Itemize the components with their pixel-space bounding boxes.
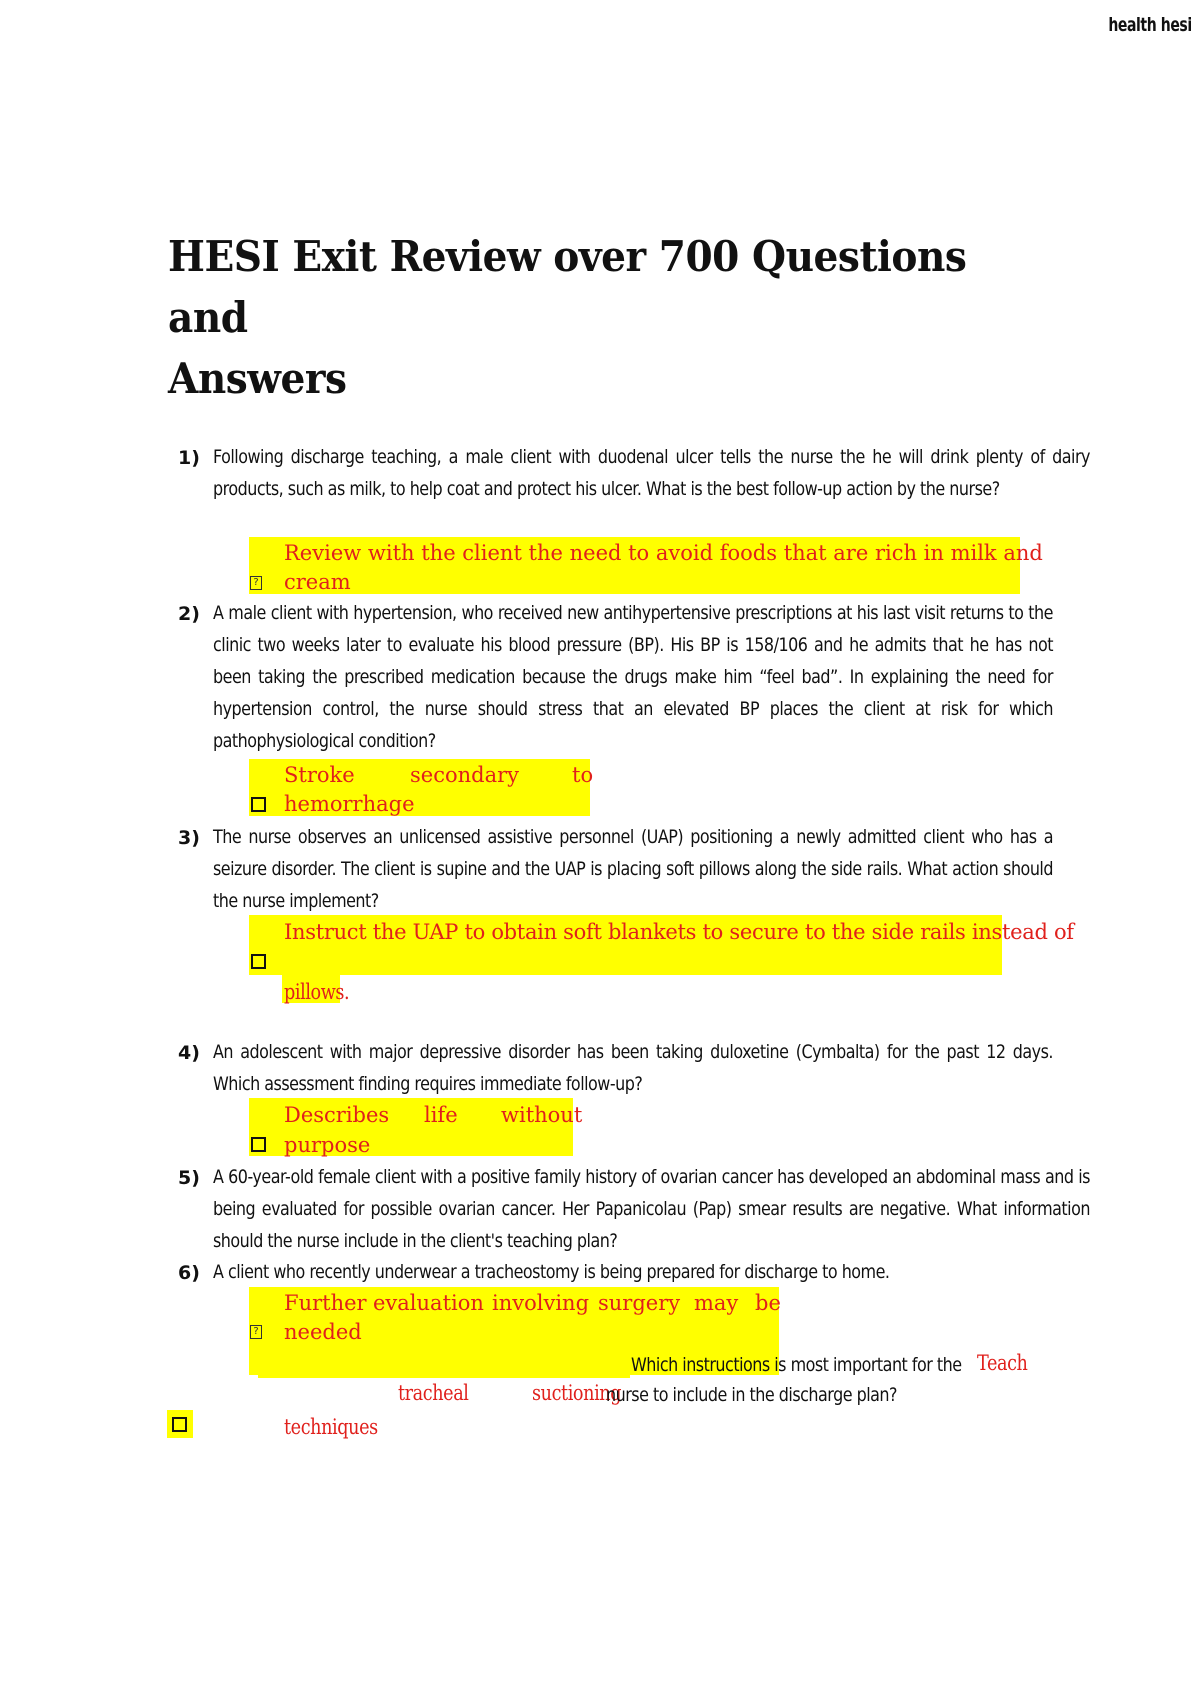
question-number: 3) <box>178 827 200 849</box>
question-text: A 60-year-old female client with a positive family history of ovarian cancer has developed an abdominal mass and is being evaluated for possible ovarian cancer. Her Papanicolau (Pap) smear results are negative. What information should the nurse include in the client's teaching plan? <box>213 1166 1090 1252</box>
question-text: Following discharge teaching, a male client with duodenal ulcer tells the nurse the he will drink plenty of dairy products, such as milk, to help coat and protect his ulcer. What is the best follow-up action by the nurse? <box>213 446 1090 500</box>
checkbox-icon[interactable] <box>251 954 266 969</box>
answer-text: evaluation <box>373 1291 484 1315</box>
question-text: An adolescent with major depressive disorder has been taking duloxetine (Cymbalta) for the past 12 days. Which assessment finding requires immediate follow-up? <box>213 1041 1053 1095</box>
question-number: 2) <box>178 603 200 625</box>
answer-text: involving <box>492 1291 590 1315</box>
checkbox-icon[interactable] <box>251 1137 266 1152</box>
answer-text: suctioning <box>532 1381 622 1405</box>
answer-text: purpose <box>284 1133 371 1157</box>
title-line-2: Answers <box>168 354 347 403</box>
answer-highlight <box>258 1344 630 1378</box>
answer-text: may <box>694 1291 739 1315</box>
question-number: 6) <box>178 1262 200 1284</box>
answer-text: needed <box>284 1320 362 1344</box>
answer-text: be <box>755 1291 781 1315</box>
question-text: A male client with hypertension, who received new antihypertensive prescriptions at his last visit returns to the clinic two weeks later to evaluate his blood pressure (BP). His BP is 158/106 and he admits that he has not been taking the prescribed medication because the drugs make him “feel bad”. In explaining the need for hypertension control, the nurse should stress that an elevated BP places the client at risk for which pathophysiological condition? <box>213 602 1053 752</box>
answer-text: Describes <box>284 1103 390 1127</box>
answer-text: cream <box>284 570 351 594</box>
checkbox-icon[interactable] <box>251 797 266 812</box>
question-number: 1) <box>178 447 200 469</box>
missing-glyph-icon: ? <box>250 1325 262 1339</box>
question-text: A client who recently underwear a tracheostomy is being prepared for discharge to home. <box>213 1261 890 1283</box>
checkbox-icon[interactable] <box>172 1417 187 1432</box>
question-text: nurse to include in the discharge plan? <box>606 1384 898 1406</box>
answer-text: Teach <box>977 1351 1028 1375</box>
answer-text: secondary <box>410 763 519 787</box>
answer-text: Review with the client the need to avoid foods that are rich in milk and <box>284 541 1043 565</box>
page-title <box>168 226 968 409</box>
answer-text: Stroke <box>284 763 355 787</box>
answer-text: techniques <box>284 1415 378 1439</box>
title-line-1: HESI Exit Review over 700 Questions and <box>168 232 967 342</box>
answer-text: pillows. <box>284 980 350 1004</box>
answer-text: life <box>424 1103 458 1127</box>
missing-glyph-icon: ? <box>250 576 262 590</box>
answer-text: hemorrhage <box>284 792 415 816</box>
question-text: Which instructions is most important for the <box>631 1354 962 1376</box>
question-number: 5) <box>178 1167 200 1189</box>
answer-text: surgery <box>598 1291 681 1315</box>
question-number: 4) <box>178 1042 200 1064</box>
answer-text: to <box>572 763 594 787</box>
header-tag: health hesi <box>1108 14 1192 36</box>
question-text: The nurse observes an unlicensed assistive personnel (UAP) positioning a newly admitted client who has a seizure disorder. The client is supine and the UAP is placing soft pillows along the side rails. What action should the nurse implement? <box>213 826 1053 912</box>
answer-text: Further <box>284 1291 367 1315</box>
answer-text: without <box>501 1103 583 1127</box>
answer-text: tracheal <box>398 1381 469 1405</box>
answer-text: Instruct the UAP to obtain soft blankets to secure to the side rails instead of <box>284 920 1074 944</box>
